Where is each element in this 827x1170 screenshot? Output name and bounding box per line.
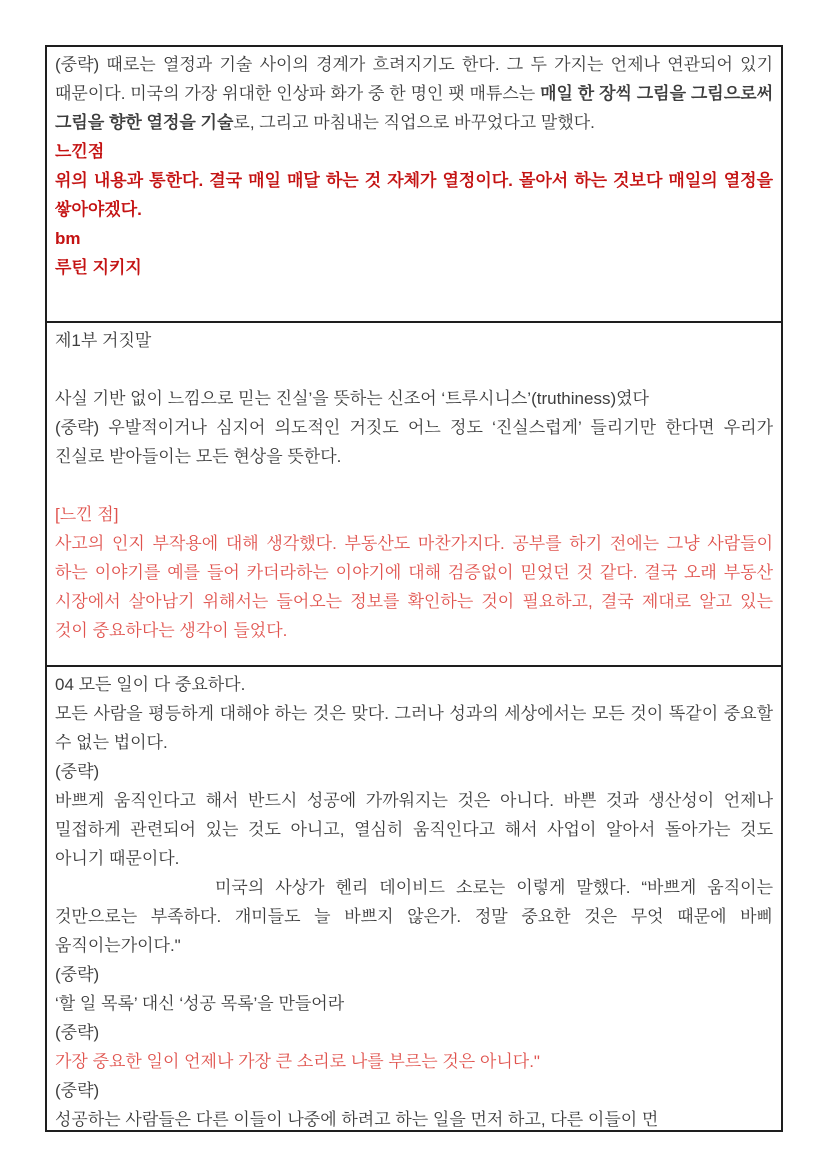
text-run: 가장 중요한 일이 언제나 가장 큰 소리로 나를 부르는 것은 아니다." [55,1052,540,1071]
text-run: (중략) [55,1081,100,1100]
text-run: 제1부 거짓말 [55,331,152,350]
cell-everything-matters [47,665,781,1130]
text-run: 루틴 지키지 [55,258,142,277]
paragraph [55,1047,773,1076]
text-run: [느낀 점] [55,505,119,524]
paragraph [55,166,773,224]
paragraph [55,1076,773,1105]
text-run: 모든 사람을 평등하게 대해야 하는 것은 맞다. 그러나 성과의 세상에서는 모든 것이 똑같이 중요할 수 없는 법이다. [55,704,773,752]
text-run: 미국의 사상가 헨리 데이비드 소로는 이렇게 말했다. “바쁘게 움직이는 것만으로는 부족하다. 개미들도 늘 바쁘지 않은가. 정말 중요한 것은 무엇 때문에 바삐 움직이는가이다." [55,878,773,955]
text-run: 04 모든 일이 다 중요하다. [55,675,246,694]
paragraph [55,529,773,645]
paragraph [55,786,773,873]
paragraph [55,253,773,282]
text-run: (중략) 때로는 열정과 기술 사이의 경계가 흐려지기도 한다. 그 두 가지는 언제나 연관되어 있기 때문이다. 미국의 가장 위대한 인상파 화가 중 한 명인 팻 매튜스는 [55,55,773,103]
paragraph [55,500,773,529]
text-run: 사고의 인지 부작용에 대해 생각했다. 부동산도 마찬가지다. 공부를 하기 전에는 그냥 사람들이 하는 이야기를 예를 들어 카더라하는 이야기에 대해 검증없이 믿었던 것 같다. 결국 오래 부동산 시장에서 살아남기 위해서는 들어오는 정보를 확인하는 것이 필요하고, 결국 제대로 알고 있는 것이 중요하다는 생각이 들었다. [55,534,773,640]
paragraph [55,224,773,253]
cell-part1-lies [47,321,781,665]
text-run: bm [55,229,81,248]
text-run: (중략) [55,762,100,781]
paragraph [55,50,773,137]
paragraph [55,873,773,960]
paragraph [55,1105,773,1130]
text-run: ‘할 일 목록’ 대신 ‘성공 목록’을 만들어라 [55,994,345,1013]
paragraph [55,960,773,989]
paragraph [55,413,773,471]
paragraph [55,137,773,166]
paragraph [55,670,773,699]
text-run: 매일 한 장씩 그림을 그림으로써 그림을 향한 열정을 기술 [55,84,773,132]
paragraph [55,384,773,413]
text-run: (중략) [55,965,100,984]
text-run: (중략) [55,1023,100,1042]
paragraph [55,989,773,1018]
paragraph [55,699,773,757]
document-table [45,45,783,1132]
text-run: 성공하는 사람들은 다른 이들이 나중에 하려고 하는 일을 먼저 하고, 다른 이들이 먼 [55,1110,659,1129]
text-run: 위의 내용과 통한다. 결국 매일 매달 하는 것 자체가 열정이다. 몰아서 하는 것보다 매일의 열정을 쌓아야겠다. [55,171,773,219]
paragraph [55,471,773,500]
text-run: (중략) 우발적이거나 심지어 의도적인 거짓도 어느 정도 ‘진실스럽게’ 들리기만 한다면 우리가 진실로 받아들이는 모든 현상을 뜻한다. [55,418,773,466]
paragraph [55,1018,773,1047]
text-run: 로, 그리고 마침내는 직업으로 바꾸었다고 말했다. [233,113,595,132]
paragraph [55,355,773,384]
text-run: 사실 기반 없이 느낌으로 믿는 진실’을 뜻하는 신조어 ‘트루시니스’(truthiness)였다 [55,389,649,408]
text-run: 느낀점 [55,142,105,161]
cell-passion-notes [47,47,781,321]
text-run: 바쁘게 움직인다고 해서 반드시 성공에 가까워지는 것은 아니다. 바쁜 것과 생산성이 언제나 밀접하게 관련되어 있는 것도 아니고, 열심히 움직인다고 해서 사업이 알아서 돌아가는 것도 아니기 때문이다. [55,791,773,868]
paragraph [55,326,773,355]
paragraph [55,757,773,786]
